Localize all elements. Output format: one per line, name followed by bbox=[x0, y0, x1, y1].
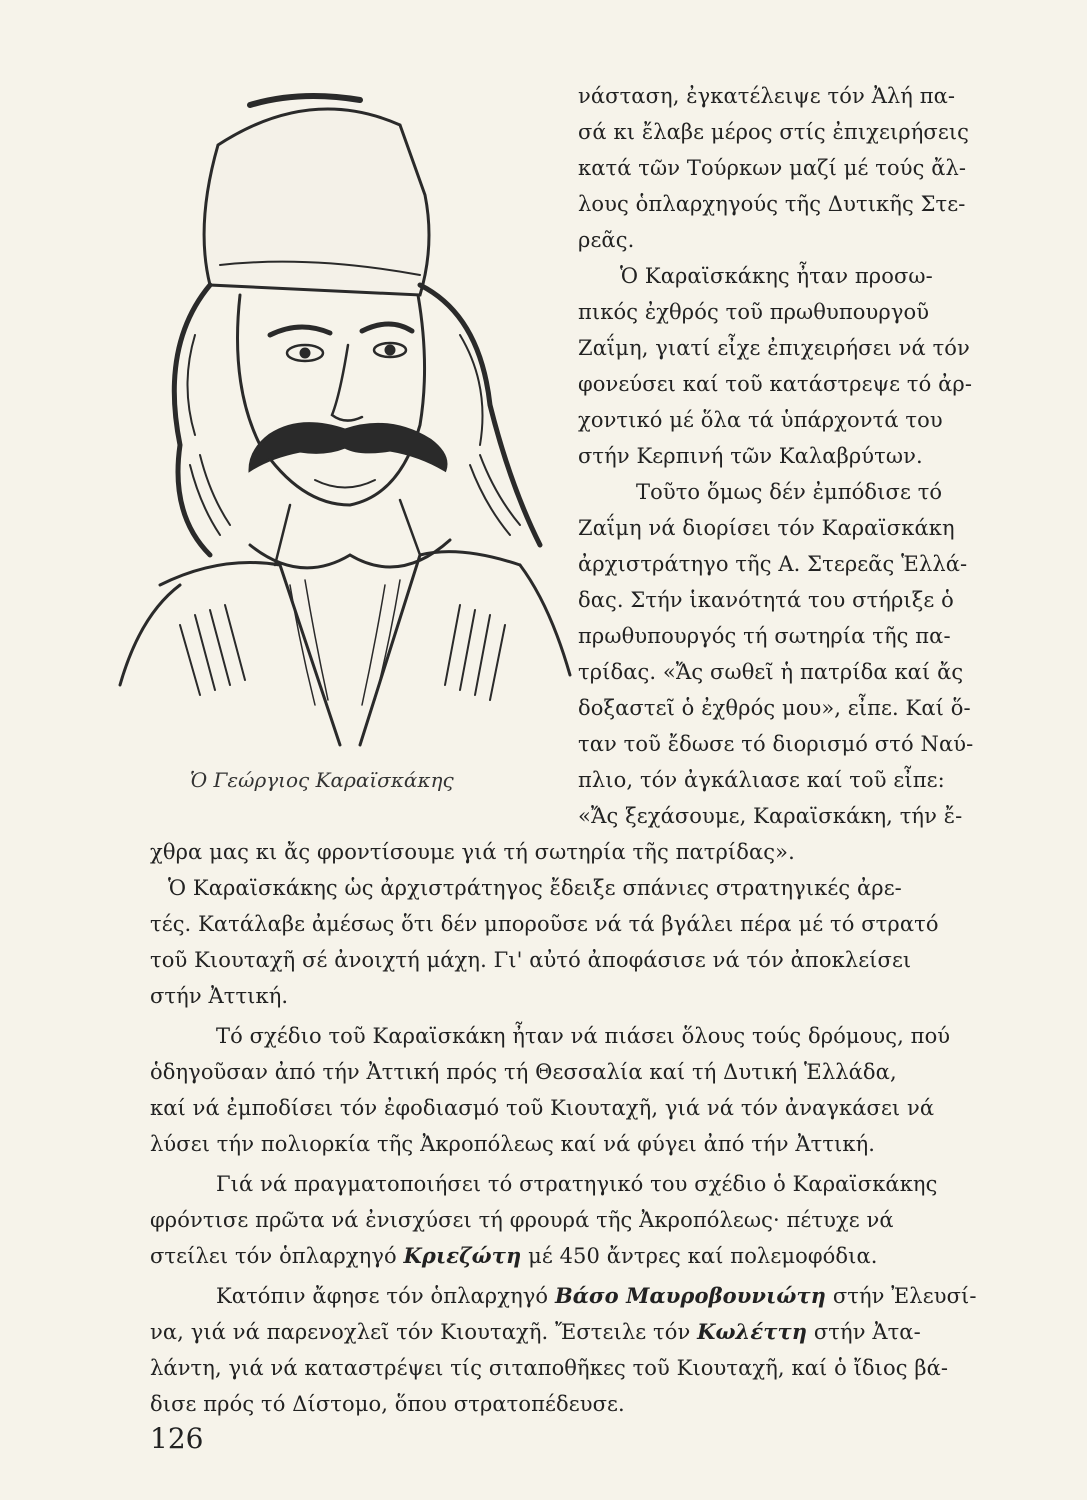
body-line: Ὁ Καραϊσκάκης ὡς ἀρχιστράτηγος ἔδειξε σπάνιες στρατηγικές ἀρε- bbox=[168, 876, 902, 900]
column-line: νάσταση, ἐγκατέλειψε τόν Ἀλή πα- bbox=[578, 84, 956, 108]
column-line: πλιο, τόν ἀγκάλιασε καί τοῦ εἶπε: bbox=[578, 768, 945, 792]
column-line: Ζαΐμη νά διορίσει τόν Καραϊσκάκη bbox=[578, 516, 955, 540]
column-line: πρωθυπουργός τή σωτηρία τῆς πα- bbox=[578, 624, 951, 648]
column-line: κατά τῶν Τούρκων μαζί μέ τούς ἄλ- bbox=[578, 156, 967, 180]
karaiskakis-portrait-drawing bbox=[100, 85, 580, 750]
column-line: τρίδας. «Ἄς σωθεῖ ἡ πατρίδα καί ἄς bbox=[578, 660, 964, 684]
name-koletis: Κωλέττη bbox=[697, 1319, 808, 1344]
column-line: Ὁ Καραϊσκάκης ἦταν προσω- bbox=[620, 264, 933, 288]
column-line: δας. Στήν ἱκανότητά του στήριξε ὁ bbox=[578, 588, 954, 612]
column-line: ταν τοῦ ἔδωσε τό διορισμό στό Ναύ- bbox=[578, 732, 974, 756]
portrait-illustration bbox=[100, 85, 580, 750]
body-line: φρόντισε πρῶτα νά ἐνισχύσει τή φρουρά τῆς Ἀκροπόλεως· πέτυχε νά bbox=[150, 1208, 894, 1232]
column-line: σά κι ἔλαβε μέρος στίς ἐπιχειρήσεις bbox=[578, 120, 970, 144]
body-line: καί νά ἐμποδίσει τόν ἐφοδιασμό τοῦ Κιουταχῆ, γιά νά τόν ἀναγκάσει νά bbox=[150, 1096, 935, 1120]
column-line: πικός ἐχθρός τοῦ πρωθυπουργοῦ bbox=[578, 300, 930, 324]
body-line-kriezotis bbox=[150, 1238, 1010, 1275]
name-kriezotis: Κριεζώτη bbox=[403, 1243, 522, 1268]
body-line: Γιά νά πραγματοποιήσει τό στρατηγικό του σχέδιο ὁ Καραϊσκάκης bbox=[216, 1172, 938, 1196]
body-line: τές. Κατάλαβε ἀμέσως ὅτι δέν μποροῦσε νά τά βγάλει πέρα μέ τό στρατό bbox=[150, 912, 939, 936]
text-run: στείλει τόν ὁπλαρχηγό bbox=[150, 1244, 404, 1268]
page-number: 126 bbox=[150, 1422, 204, 1455]
column-line: Τοῦτο ὅμως δέν ἐμπόδισε τό bbox=[636, 480, 943, 504]
text-run: στήν Ἀτα- bbox=[807, 1320, 921, 1344]
column-line: ρεᾶς. bbox=[578, 228, 635, 252]
text-run: στήν Ἐλευσί- bbox=[826, 1284, 977, 1308]
body-line-koletis bbox=[150, 1314, 1010, 1351]
column-line: χοντικό μέ ὅλα τά ὑπάρχοντά του bbox=[578, 408, 943, 432]
body-line: τοῦ Κιουταχῆ σέ ἀνοιχτή μάχη. Γι' αὐτό ἀποφάσισε νά τόν ἀποκλείσει bbox=[150, 948, 912, 972]
column-line: λους ὁπλαρχηγούς τῆς Δυτικῆς Στε- bbox=[578, 192, 966, 216]
text-run: να, γιά νά παρενοχλεῖ τόν Κιουταχῆ. Ἔστειλε τόν bbox=[150, 1320, 698, 1344]
body-line-mavrovouniotis bbox=[216, 1278, 1076, 1315]
body-line: στήν Ἀττική. bbox=[150, 984, 289, 1008]
column-line: ἀρχιστράτηγο τῆς Α. Στερεᾶς Ἑλλά- bbox=[578, 552, 968, 576]
column-line: στήν Κερπινή τῶν Καλαβρύτων. bbox=[578, 444, 923, 468]
column-line: Ζαΐμη, γιατί εἶχε ἐπιχειρήσει νά τόν bbox=[578, 336, 970, 360]
body-line: ὁδηγοῦσαν ἀπό τήν Ἀττική πρός τή Θεσσαλία καί τή Δυτική Ἑλλάδα, bbox=[150, 1060, 897, 1084]
body-line: χθρα μας κι ἄς φροντίσουμε γιά τή σωτηρία τῆς πατρίδας». bbox=[150, 840, 795, 864]
body-line: δισε πρός τό Δίστομο, ὅπου στρατοπέδευσε. bbox=[150, 1392, 625, 1416]
column-line: «Ἄς ξεχάσουμε, Καραϊσκάκη, τήν ἔ- bbox=[578, 804, 963, 828]
name-mavrovouniotis: Βάσο Μαυροβουνιώτη bbox=[554, 1283, 827, 1308]
body-line: Τό σχέδιο τοῦ Καραϊσκάκη ἦταν νά πιάσει ὅλους τούς δρόμους, πού bbox=[216, 1024, 951, 1048]
body-line: λάντη, γιά νά καταστρέψει τίς σιταποθῆκες τοῦ Κιουταχῆ, καί ὁ ἴδιος βά- bbox=[150, 1356, 949, 1380]
body-line: λύσει τήν πολιορκία τῆς Ἀκροπόλεως καί νά φύγει ἀπό τήν Ἀττική. bbox=[150, 1132, 876, 1156]
text-run: Κατόπιν ἄφησε τόν ὁπλαρχηγό bbox=[216, 1284, 555, 1308]
column-line: δοξαστεῖ ὁ ἐχθρός μου», εἶπε. Καί ὅ- bbox=[578, 696, 971, 720]
text-run: μέ 450 ἄντρες καί πολεμοφόδια. bbox=[521, 1244, 878, 1268]
portrait-caption: Ὁ Γεώργιος Καραϊσκάκης bbox=[190, 768, 454, 792]
column-line: φονεύσει καί τοῦ κατάστρεψε τό ἀρ- bbox=[578, 372, 973, 396]
